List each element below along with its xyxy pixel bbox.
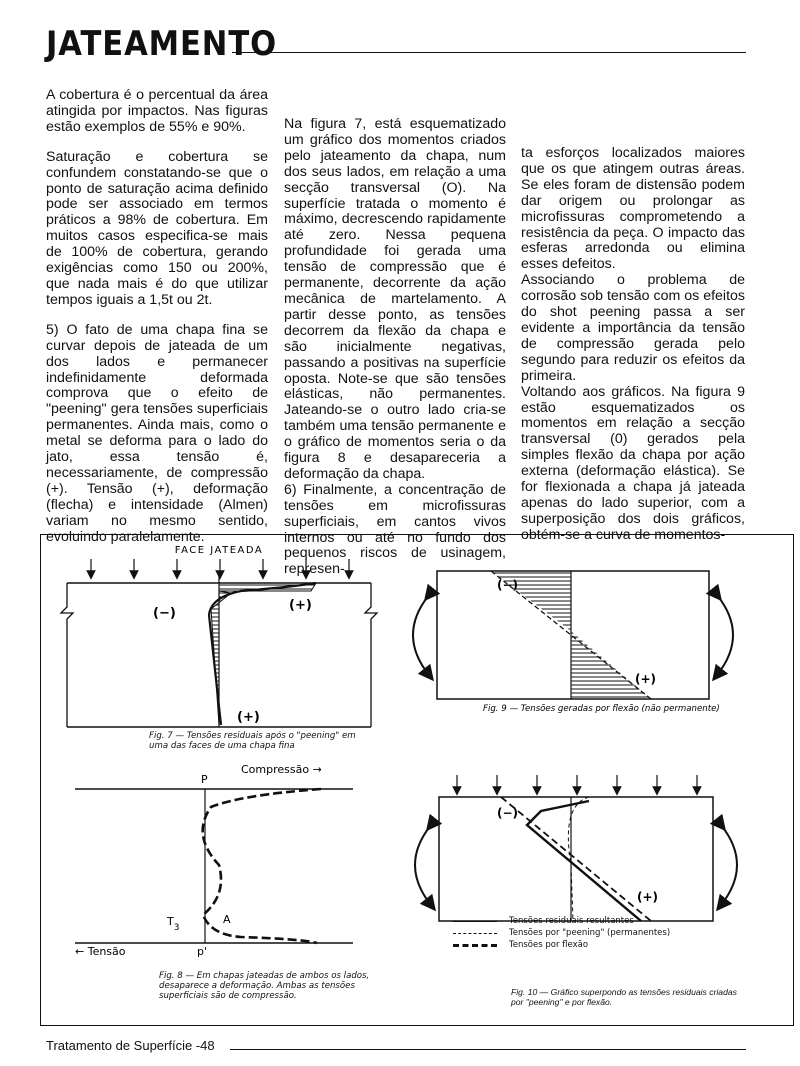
text-column-3 [521, 146, 745, 544]
fig8-t-label: $T_3$ [167, 915, 180, 933]
text-column-2 [284, 117, 506, 578]
paragraph: Saturação e cobertura se confundem constatando-se que o ponto de saturação acima definido pode ser associado em termos práticos a 98% de cobertura. Em muitos casos especifica-se mais de 100% de cobertura, gerando exigências como 150 ou 200%, que nada mais é do que utilizar tempos iguais a 1,5t ou 2t. [46, 148, 268, 308]
fig7-plus-top-label: (+) [289, 598, 312, 613]
fig9-caption: Fig. 9 — Tensões geradas por flexão (não permanente) [483, 704, 720, 714]
legend-item: Tensões residuais resultantes [453, 915, 670, 927]
fig7-caption-box [149, 731, 369, 755]
footer-rule [230, 1049, 746, 1050]
figure-7 [61, 545, 377, 755]
paragraph: Voltando aos gráficos. Na figura 9 estão esquematizados os momentos em relação a secção transversal (0) gerados pela simples flexão da chapa por ação externa (deformação elástica). Se for flexionada a chapa já jateada apenas do lado superior, com a superposição dos dois gráficos, obtém-se a curva de momentos- [521, 383, 745, 543]
text-column-1 [46, 88, 268, 545]
fig10-legend [453, 915, 670, 951]
figure-8 [75, 763, 389, 1011]
legend-item: Tensões por "peening" (permanentes) [453, 927, 670, 939]
fig10-plus-label: (+) [637, 890, 659, 904]
fig8-caption: Fig. 8 — Em chapas jateadas de ambos os lados, desaparece a deformação. Ambas as tensões superficiais são de compressão. [159, 971, 370, 1001]
fig10-arrows [457, 775, 697, 791]
fig10-caption: Fig. 10 — Gráfico superpondo as tensões residuais criadas por "peening" e por flexão. [511, 987, 737, 1007]
paragraph: ta esforços localizados maiores que os que atingem outras áreas. Se eles foram de distensão podem dar origem ou prolongar as microfissuras comprometendo a resistência da peça. O impacto das esferas arredonda ou elimina esses defeitos. [521, 145, 745, 273]
header-rule [232, 52, 746, 53]
fig8-a-label: A [223, 913, 231, 926]
section-title: JATEAMENTO [46, 24, 278, 64]
fig9-plus-label: (+) [635, 672, 657, 686]
fig8-tension-label: ← Tensão [75, 945, 126, 958]
fig10-minus-label: (−) [497, 806, 519, 820]
fig7-minus-label: (−) [153, 606, 176, 621]
fig7-plus-bottom-label: (+) [237, 710, 260, 725]
fig9-minus-label: (−) [497, 578, 519, 592]
page-header [46, 20, 746, 64]
fig8-p-label: P [201, 773, 208, 786]
fig7-arrows [91, 559, 349, 575]
fig8-p2-label: p' [197, 945, 208, 958]
figure-9 [413, 571, 733, 714]
fig8-caption-box [159, 971, 389, 1011]
fig8-compression-label: Compressão → [241, 763, 322, 776]
paragraph: 6) Finalmente, a concentração de tensões em microfissuras superficiais, em cantos vivos internos ou até no fundo dos pequenos riscos de usinagem, represen- [284, 481, 506, 578]
figures-drawing [41, 535, 793, 1025]
paragraph: A cobertura é o percentual da área atingida por impactos. Nas figuras estão exemplos de 55% e 90%. [46, 87, 268, 135]
paragraph: Associando o problema de corrosão sob tensão com os efeitos do shot peening passa a ser evidente a importância da tensão de compressão gerada pelo segundo para reduzir os efeitos da primeira. [521, 272, 745, 384]
paragraph: 5) O fato de uma chapa fina se curvar depois de jateada de um dos lados e permanecer indefinidamente deformada comprova que o efeito de "peening" gera tensões superficiais permanentes. Ainda mais, como o metal se deforma para o lado do jato, essa tensão é, necessariamente, de compressão (+). Tensão (+), deformação (flecha) e intensidade (Almen) variam no mesmo sentido, evoluindo paralelamente. [46, 321, 268, 545]
figures-panel [40, 534, 794, 1026]
fig7-caption: Fig. 7 — Tensões residuais após o "peening" em uma das faces de uma chapa fina [149, 731, 356, 751]
legend-item: Tensões por flexão [453, 939, 670, 951]
fig7-face-label: FACE JATEADA [174, 545, 264, 556]
figure-10 [415, 775, 737, 921]
page-footer [46, 1038, 746, 1053]
paragraph: Na figura 7, está esquematizado um gráfico dos momentos criados pelo jateamento da chapa, num dos seus lados, em relação a uma secção transversal (O). Na superfície tratada o momento é máximo, decrescendo rapidamente até zero. Nessa pequena profundidade foi gerada uma tensão de compressão que é permanente, decorrente da ação mecânica de martelamento. A partir desse ponto, as tensões decorrem da flexão da chapa e são inicialmente negativas, passando a positivas na superfície oposta. Note-se que são tensões elásticas, não permanentes. Jateando-se o outro lado cria-se também uma tensão permanente e o gráfico de momentos seria o da figura 8 e desapareceria a deformação da chapa. [284, 116, 506, 482]
footer-text: Tratamento de Superfície -48 [46, 1038, 215, 1053]
